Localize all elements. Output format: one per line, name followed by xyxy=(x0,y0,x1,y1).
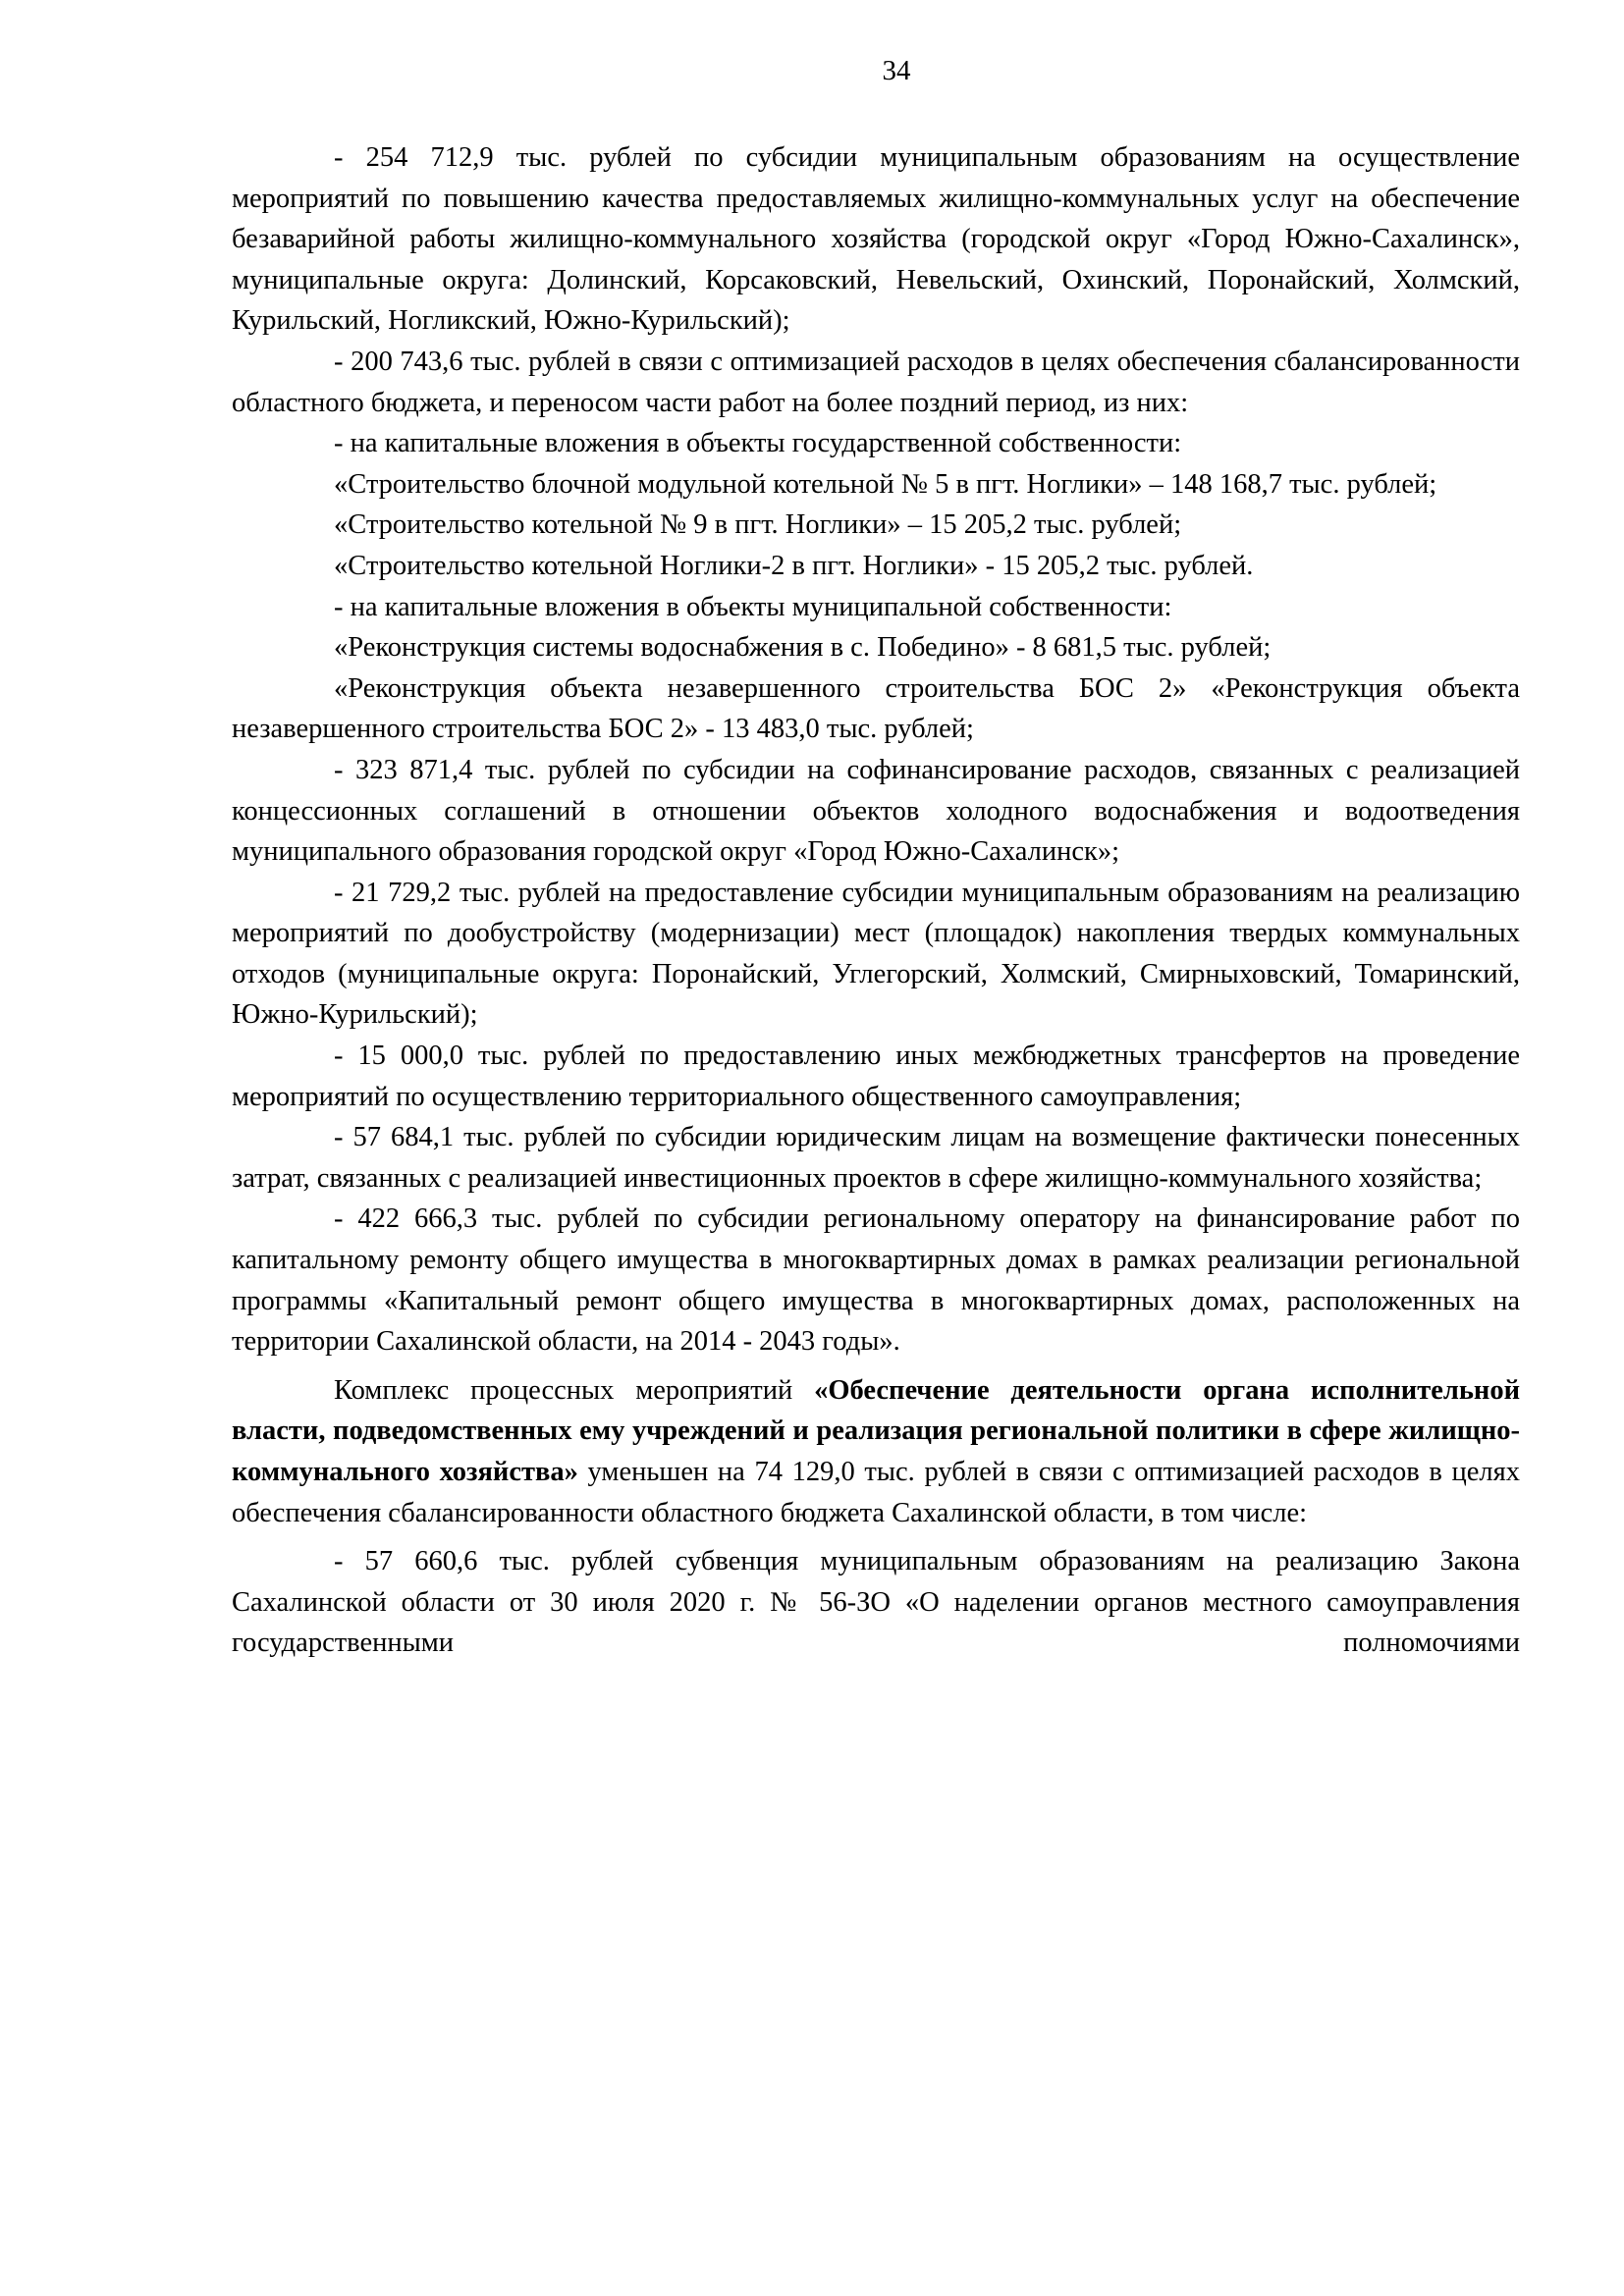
paragraph-process-complex xyxy=(232,1370,1520,1533)
page-number: 34 xyxy=(882,55,911,86)
paragraph-waste-21729: - 21 729,2 тыс. рублей на предоставление субсидии муниципальным образованиям на реализацию мероприятий по дообустройству (модернизации) мест (площадок) накопления твердых коммунальных отходов (муниципальные округа: Поронайский, Углегорский, Холмский, Смирныховский, Томаринский, Южно-Курильский); xyxy=(232,877,1520,1031)
paragraph-capital-repair-422666: - 422 666,3 тыс. рублей по субсидии региональному оператору на финансирование работ по капитальному ремонту общего имущества в многоквартирных домах в рамках реализации региональной программы «Капитальный ремонт общего имущества в многоквартирных домах, расположенных на территории Сахалинской области, на 2014 - 2043 годы». xyxy=(232,1203,1520,1358)
paragraph-boiler-nogliki-2: «Строительство котельной Ноглики-2 в пгт. Ноглики» - 15 205,2 тыс. рублей. xyxy=(334,550,1254,581)
complex-tail: уменьшен на 74 129,0 тыс. рублей в связи с оптимизацией расходов в целях обеспечения сбалансированности областного бюджета Сахалинской области, в том числе: xyxy=(232,1457,1520,1528)
paragraph-municipal-property-heading: - на капитальные вложения в объекты муниципальной собственности: xyxy=(334,591,1172,622)
paragraph-boiler-9: «Строительство котельной № 9 в пгт. Ноглики» – 15 205,2 тыс. рублей; xyxy=(334,509,1182,541)
paragraph-pobedino-water: «Реконструкция системы водоснабжения в с. Победино» - 8 681,5 тыс. рублей; xyxy=(334,632,1272,664)
paragraph-bos-2: «Реконструкция объекта незавершенного строительства БОС 2» «Реконструкция объекта незавершенного строительства БОС 2» - 13 483,0 тыс. рублей; xyxy=(232,672,1520,745)
paragraph-investment-57684: - 57 684,1 тыс. рублей по субсидии юридическим лицам на возмещение фактически понесенных затрат, связанных с реализацией инвестиционных проектов в сфере жилищно-коммунального хозяйства; xyxy=(232,1122,1520,1194)
complex-lead: Комплекс процессных мероприятий xyxy=(334,1374,815,1406)
document-body xyxy=(232,137,1520,1664)
paragraph-subvention-57660: - 57 660,6 тыс. рублей субвенция муниципальным образованиям на реализацию Закона Сахалинской области от 30 июля 2020 г. № 56-ЗО «О наделении органов местного самоуправления государственными полномочиями xyxy=(232,1546,1520,1659)
paragraph-subsidy-254712: - 254 712,9 тыс. рублей по субсидии муниципальным образованиям на осуществление мероприятий по повышению качества предоставляемых жилищно-коммунальных услуг на обеспечение безаварийной работы жилищно-коммунального хозяйства (городской округ «Город Южно-Сахалинск», муниципальные округа: Долинский, Корсаковский, Невельский, Охинский, Поронайский, Холмский, Курильский, Ногликский, Южно-Курильский); xyxy=(232,142,1520,337)
complex-title-bold: «Обеспечение деятельности органа исполнительной власти, подведомственных ему учреждений и реализация региональной политики в сфере жилищно-коммунального хозяйства» xyxy=(232,1374,1520,1487)
paragraph-state-property-heading: - на капитальные вложения в объекты государственной собственности: xyxy=(334,428,1182,459)
paragraph-boiler-5: «Строительство блочной модульной котельной № 5 в пгт. Ноглики» – 148 168,7 тыс. рублей; xyxy=(334,468,1437,500)
paragraph-transfers-15000: - 15 000,0 тыс. рублей по предоставлению иных межбюджетных трансфертов на проведение мероприятий по осуществлению территориального общественного самоуправления; xyxy=(232,1041,1520,1112)
paragraph-optimization-200743: - 200 743,6 тыс. рублей в связи с оптимизацией расходов в целях обеспечения сбалансированности областного бюджета, и переносом части работ на более поздний период, из них: xyxy=(232,346,1520,418)
paragraph-concession-323871: - 323 871,4 тыс. рублей по субсидии на софинансирование расходов, связанных с реализацией концессионных соглашений в отношении объектов холодного водоснабжения и водоотведения муниципального образования городской округ «Город Южно-Сахалинск»; xyxy=(232,754,1520,868)
